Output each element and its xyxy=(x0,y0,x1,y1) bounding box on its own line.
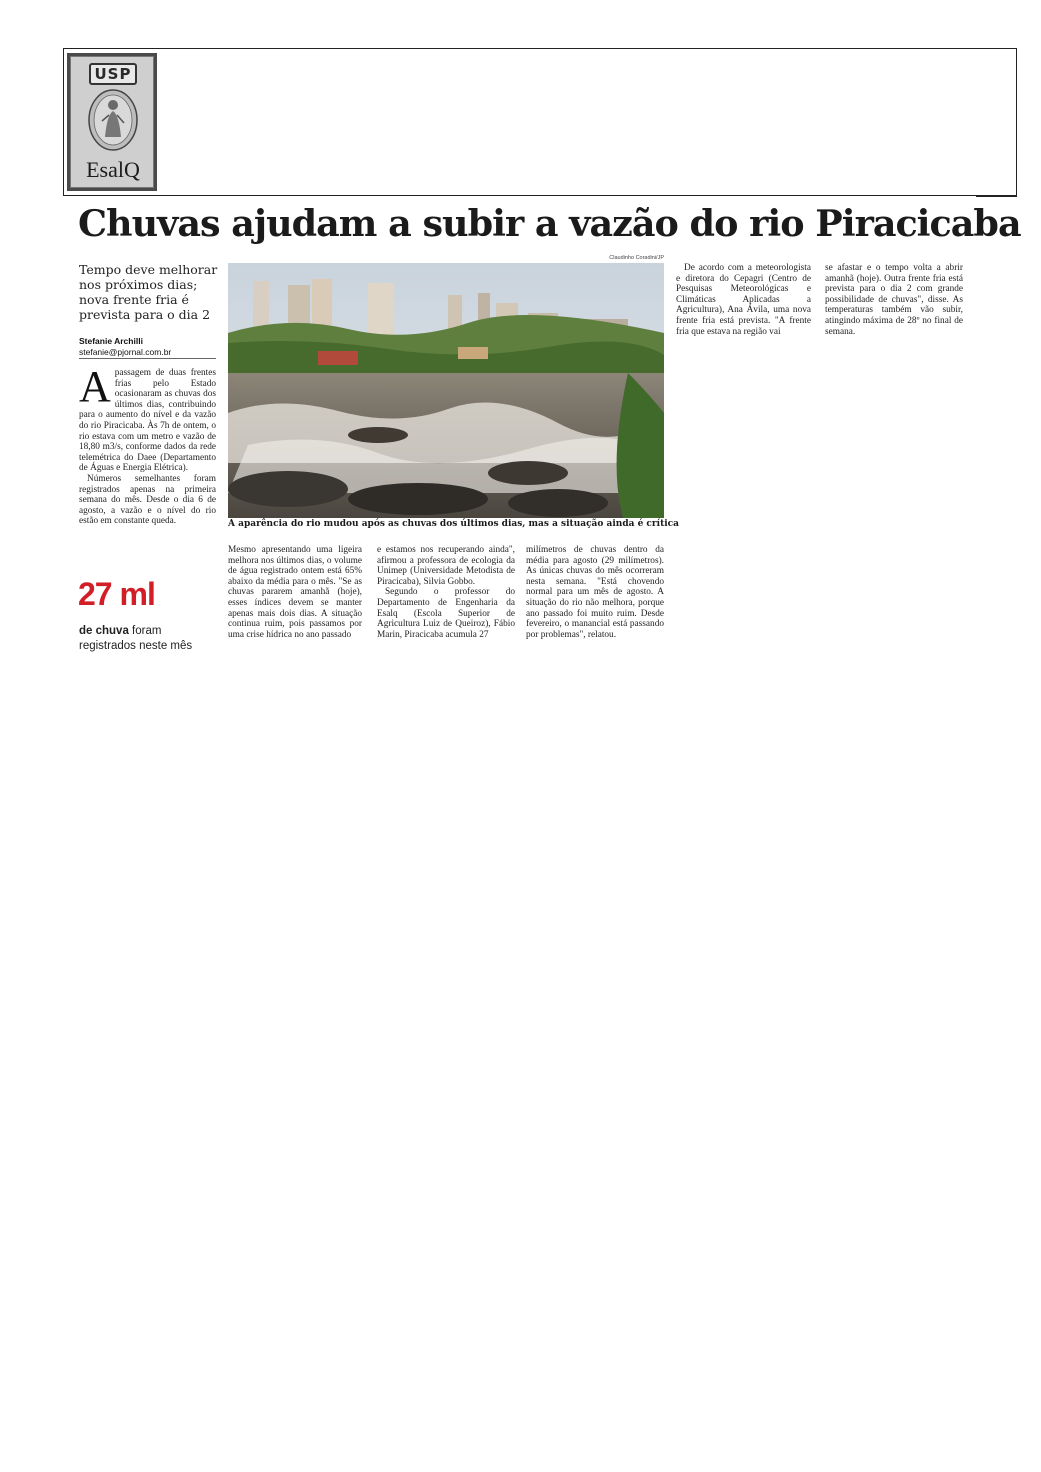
column-1-paragraph-1: passagem de duas frentes frias pelo Estado ocasionaram as chuvas dos últimos dias, contribuindo para o aumento do nível e da vazão do rio Piracicaba. Às 7h de ontem, o rio estava com um metro e vazão de 18,80 m3/s, conforme dados da rede telemétrica do Daee (Departamento de Águas e Energia Elétrica). xyxy=(79,368,216,474)
byline xyxy=(79,336,219,358)
river-photo-image xyxy=(228,263,664,518)
seal-figure-icon xyxy=(85,85,141,155)
column-5-text: De acordo com a meteorologista e diretora do Cepagri (Centro de Pesquisas Meteorológicas e Climáticas Aplicadas a Agricultura), Ana Ávila, uma nova frente fria está prevista. "A frente fria que estava na região vai xyxy=(676,263,811,337)
highlight-label xyxy=(79,624,219,654)
text-column-3 xyxy=(377,545,515,640)
text-column-4 xyxy=(526,545,664,640)
article-headline: Chuvas ajudam a subir a vazão do rio Piracicaba xyxy=(78,202,1021,245)
text-column-5 xyxy=(676,263,811,337)
byline-divider xyxy=(79,358,216,359)
text-column-6 xyxy=(825,263,963,337)
highlight-number: 27 ml xyxy=(78,576,155,612)
header-divider xyxy=(976,196,1017,197)
column-1-paragraph-2: Números semelhantes foram registrados apenas na primeira semana do mês. Desde o dia 6 de agosto, a vazão e o nível do rio estão em constante queda. xyxy=(79,473,216,527)
text-column-1 xyxy=(79,362,216,527)
drop-cap: A xyxy=(79,362,111,411)
logo-esalq-text: EsalQ xyxy=(86,157,140,182)
author-name: Stefanie Archilli xyxy=(79,336,143,346)
highlight-label-bold: de chuva xyxy=(79,625,129,637)
photo-credit: Claudinho Coradini/JP xyxy=(609,255,664,261)
logo-usp-text: USP xyxy=(89,63,137,85)
logo-panel xyxy=(70,56,154,188)
text-column-2 xyxy=(228,545,362,640)
column-6-text: se afastar e o tempo volta a abrir amanhã (hoje). Outra frente fria está prevista para o dia 2 com grande possibilidade de chuvas", disse. As temperaturas também vão subir, atingindo máxima de 28º no final de semana. xyxy=(825,263,963,337)
river-photo xyxy=(228,263,664,518)
clipping-header-frame xyxy=(63,48,1017,196)
column-2-text: Mesmo apresentando uma ligeira melhora nos últimos dias, o volume de água registrado ontem está 65% abaixo da média para o mês. "Se as chuvas pararem amanhã (hoje), esses índices devem se manter apenas mais dois dias. A situação continua ruim, pois passamos por uma crise hídrica no ano passado xyxy=(228,545,362,640)
usp-esalq-logo xyxy=(67,53,157,191)
column-3-paragraph-1: e estamos nos recuperando ainda", afirmou a professora de ecologia da Unimep (Universidade Metodista de Piracicaba), Silvia Gobbo. xyxy=(377,545,515,587)
column-3-paragraph-2: Segundo o professor do Departamento de Engenharia da Esalq (Escola Superior de Agricultura Luiz de Queiroz), Fábio Marin, Piracicaba acumula 27 xyxy=(377,587,515,640)
highlight-label-rest: foram registrados neste mês xyxy=(79,625,193,652)
photo-caption: A aparência do rio mudou após as chuvas dos últimos dias, mas a situação ainda é crítica xyxy=(228,519,679,529)
column-4-text: milímetros de chuvas dentro da média para agosto (29 milímetros). As únicas chuvas do mês ocorreram nesta semana. "Está chovendo normal para um mês de agosto. A situação do rio não melhora, porque ano passado foi muito ruim. Desde fevereiro, o manancial está passando por problemas", relatou. xyxy=(526,545,664,640)
article-deck: Tempo deve melhorar nos próximos dias; nova frente fria é prevista para o dia 2 xyxy=(79,262,218,322)
author-email: stefanie@pjornal.com.br xyxy=(79,347,172,357)
